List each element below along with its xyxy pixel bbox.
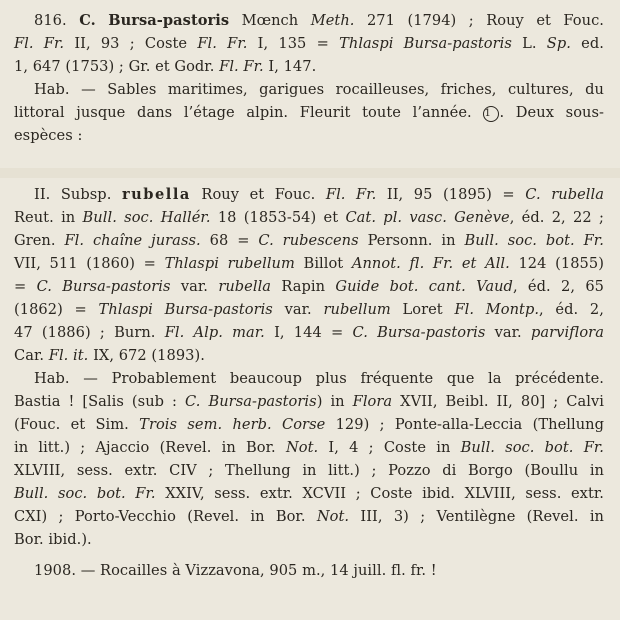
citation-work: Fl. Montp.	[454, 301, 540, 318]
synonym-name: rubellum	[323, 301, 391, 318]
citation-work: Sp.	[546, 35, 571, 52]
citation-text: , éd. 2,	[539, 301, 604, 318]
synonymy-line	[14, 229, 604, 252]
citation-text: 271 (1794) ; Rouy et Fouc.	[366, 12, 604, 29]
citation-text: I, 147.	[268, 58, 317, 75]
subspecies-entry	[14, 183, 604, 582]
citation-work: Trois sem. herb. Corse	[139, 416, 326, 433]
citation-text: =	[14, 278, 27, 295]
synonym-name: parviflora	[530, 324, 604, 341]
synonymy-line	[14, 298, 604, 321]
citation-text: I, 135 =	[257, 35, 329, 52]
species-entry	[14, 9, 604, 147]
citation-text: 47 (1886) ; Burn.	[14, 324, 156, 341]
synonymy-line	[14, 275, 604, 298]
citation-text: var.	[180, 278, 208, 295]
citation-work: Cat. pl. vasc. Genève	[345, 209, 510, 226]
citation-work: Fl. Fr.	[325, 186, 377, 203]
subspecies-label: II. Subsp.	[34, 186, 112, 203]
citation-work: Fl. Fr.	[219, 58, 264, 75]
citation-work: Fl. Fr.	[14, 35, 65, 52]
synonym-name: Thlaspi Bursa-pastoris	[339, 35, 512, 52]
subsp-habitat-line	[14, 390, 604, 413]
subsp-habitat-line	[14, 459, 604, 482]
annual-symbol-icon: 1	[483, 106, 499, 122]
citation-work: Fl. Alp. mar.	[164, 324, 265, 341]
synonym-name: Thlaspi Bursa-pastoris	[98, 301, 273, 318]
record-text: 1908. — Rocailles à Vizzavona, 905 m., 14 juill. fl. fr. !	[34, 562, 437, 579]
habitat-text: Bastia ! [Salis (sub :	[14, 393, 178, 410]
citation-text: Car.	[14, 347, 45, 364]
specimen-record	[14, 559, 604, 582]
subsp-habitat-line	[14, 413, 604, 436]
synonymy-line	[14, 344, 604, 367]
citation-work: Flora	[352, 393, 393, 410]
citation-text: II, 93 ; Coste	[74, 35, 188, 52]
habitat-text: in litt.) ; Ajaccio (Revel. in Bor.	[14, 439, 276, 456]
citation-text: var.	[494, 324, 522, 341]
citation-text: , éd. 2, 65	[512, 278, 604, 295]
habitat-text: XLVIII, sess. extr. CIV ; Thellung in litt.) ; Pozzo di Borgo (Boullu in	[14, 462, 604, 479]
citation-text: Gren.	[14, 232, 56, 249]
subspecies-name: rubella	[121, 186, 191, 203]
habitat-text: III, 3) ; Ventilègne (Revel. in	[360, 508, 604, 525]
synonym-name: C. Bursa-pastoris	[36, 278, 171, 295]
synonymy-line	[14, 206, 604, 229]
habitat-text: littoral jusque dans l’étage alpin. Fleurit toute l’année.	[14, 104, 472, 121]
habitat-text: Hab. — Sables maritimes, garigues rocailleuses, friches, cultures, du	[34, 81, 604, 98]
species-author: Mœnch	[241, 12, 299, 29]
citation-work: Fl. Fr.	[197, 35, 248, 52]
citation-text: var.	[284, 301, 312, 318]
habitat-text: Hab. — Probablement beaucoup plus fréquente que la précédente.	[34, 370, 604, 387]
citation-work: Not.	[316, 508, 350, 525]
synonymy-line	[14, 321, 604, 344]
citation-work: Fl. chaîne jurass.	[64, 232, 201, 249]
habitat-text: espèces :	[14, 127, 83, 144]
species-number: 816.	[34, 12, 67, 29]
citation-text: Rapin	[281, 278, 326, 295]
citation-work: Not.	[285, 439, 319, 456]
citation-text: 68 =	[209, 232, 250, 249]
section-divider	[0, 168, 620, 178]
habitat-text: CXI) ; Porto-Vecchio (Revel. in Bor.	[14, 508, 306, 525]
citation-text: 1, 647 (1753) ; Gr. et Godr.	[14, 58, 215, 75]
citation-work: Bull. soc. bot. Fr.	[464, 232, 604, 249]
subsp-habitat-line	[14, 436, 604, 459]
habitat-text: ) in	[316, 393, 345, 410]
citation-text: L.	[522, 35, 537, 52]
citation-work: Meth.	[310, 12, 355, 29]
citation-text: (1862) =	[14, 301, 87, 318]
subsp-habitat-line	[14, 505, 604, 528]
citation-text: IX, 672 (1893).	[93, 347, 205, 364]
synonymy-line-3	[14, 55, 604, 78]
synonym-name: Thlaspi rubellum	[164, 255, 295, 272]
subsp-habitat-line	[14, 482, 604, 505]
citation-work: Bull. soc. bot. Fr.	[14, 485, 156, 502]
citation-text: 124 (1855)	[518, 255, 604, 272]
citation-text: ed.	[581, 35, 604, 52]
citation-text: Loret	[402, 301, 443, 318]
synonym-name: C. Bursa-pastoris	[352, 324, 486, 341]
habitat-line-1	[14, 78, 604, 101]
citation-text: Reut. in	[14, 209, 76, 226]
citation-work: Bull. soc. Hallér.	[82, 209, 211, 226]
citation-text: 18 (1853-54) et	[217, 209, 339, 226]
species-name: Bursa-pastoris	[108, 12, 230, 29]
subsp-habitat-line	[14, 528, 604, 551]
citation-work: Bull. soc. bot. Fr.	[460, 439, 604, 456]
species-heading	[14, 9, 604, 32]
habitat-text: (Fouc. et Sim.	[14, 416, 129, 433]
genus: C.	[79, 12, 96, 29]
habitat-line-2	[14, 101, 604, 124]
synonymy-line-2	[14, 32, 604, 55]
subsp-habitat-line	[14, 367, 604, 390]
synonym-name: C. Bursa-pastoris	[185, 393, 317, 410]
habitat-text: Bor. ibid.).	[14, 531, 92, 548]
citation-text: Billot	[303, 255, 344, 272]
synonym-name: C. rubescens	[258, 232, 359, 249]
habitat-line-3	[14, 124, 604, 147]
citation-work: Annot. fl. Fr. et All.	[351, 255, 510, 272]
habitat-text: . Deux sous-	[499, 104, 604, 121]
citation-work: Fl. it.	[48, 347, 89, 364]
citation-text: II, 95 (1895) =	[386, 186, 515, 203]
citation-work: Guide bot. cant. Vaud	[335, 278, 513, 295]
citation-text: Rouy et Fouc.	[201, 186, 316, 203]
habitat-text: 129) ; Ponte-alla-Leccia (Thellung	[335, 416, 604, 433]
subspecies-heading	[14, 183, 604, 206]
synonym-name: rubella	[218, 278, 272, 295]
habitat-text: I, 4 ; Coste in	[328, 439, 451, 456]
citation-text: Personn. in	[367, 232, 456, 249]
citation-text: , éd. 2, 22 ;	[509, 209, 604, 226]
habitat-text: XXIV, sess. extr. XCVII ; Coste ibid. XLVIII, sess. extr.	[165, 485, 604, 502]
synonym-name: C. rubella	[525, 186, 604, 203]
citation-text: I, 144 =	[274, 324, 344, 341]
habitat-text: XVII, Beibl. II, 80] ; Calvi	[400, 393, 604, 410]
citation-text: VII, 511 (1860) =	[14, 255, 156, 272]
synonymy-line	[14, 252, 604, 275]
